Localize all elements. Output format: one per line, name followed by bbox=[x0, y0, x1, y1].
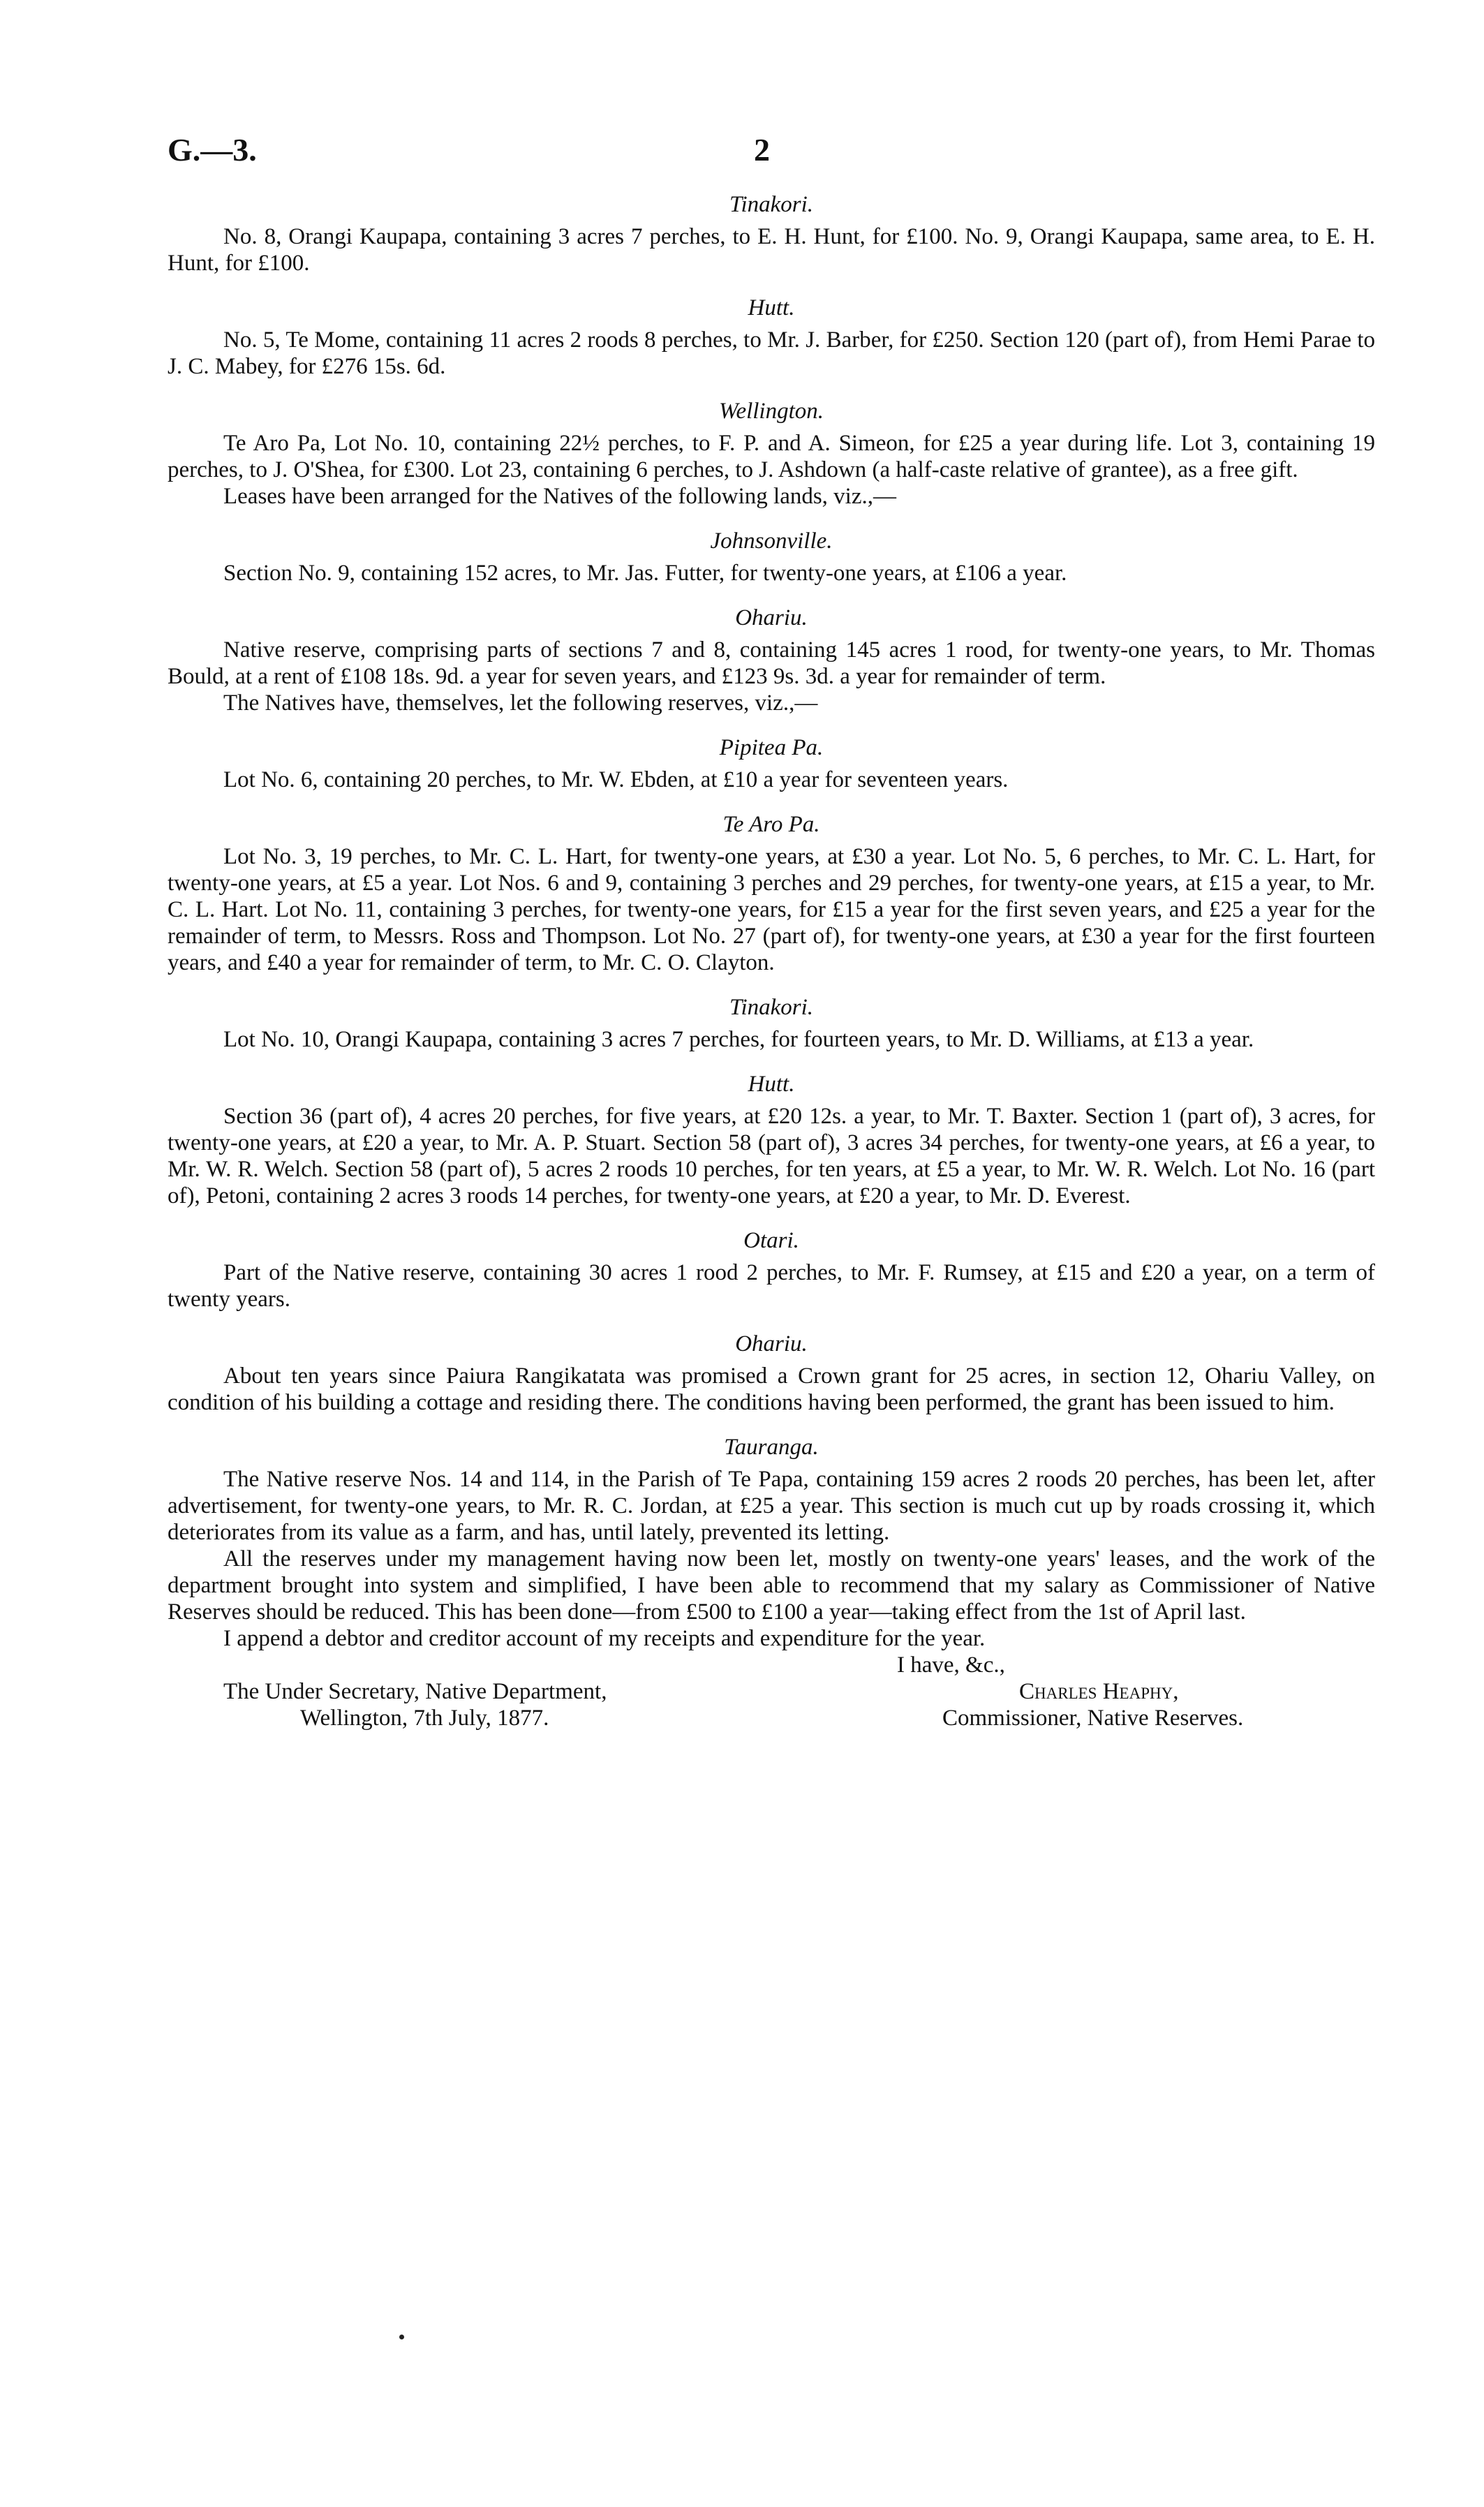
section-wellington bbox=[168, 397, 1375, 510]
paragraph: Lot No. 3, 19 perches, to Mr. C. L. Hart, for twenty-one years, at £30 a year. Lot No. 5, 6 perches, to Mr. C. L. Hart, for twenty-one years, at £5 a year. Lot Nos. 6 and 9, containing 3 perches and 29 perches, for twenty-one years, at £15 a year, to Mr. C. L. Hart. Lot No. 11, containing 3 perches, for twenty-one years, for £15 a year for the first seven years, and £25 a year for the remainder of term, to Messrs. Ross and Thompson. Lot No. 27 (part of), for twenty-one years, at £30 a year for the first fourteen years, and £40 a year for remainder of term, to Mr. C. O. Clayton. bbox=[168, 844, 1375, 975]
addressee-place-date: Wellington, 7th July, 1877. bbox=[300, 1706, 549, 1731]
page-number: 2 bbox=[754, 132, 770, 168]
section-heading: Tauranga. bbox=[724, 1435, 819, 1460]
section-otari bbox=[168, 1226, 1375, 1312]
ink-speck bbox=[399, 2335, 404, 2339]
paragraph: All the reserves under my management having now been let, mostly on twenty-one years' leases, and the work of the department brought into system and simplified, I have been able to recommend that my salary as Commissioner of Native Reserves should be reduced. This has been done—from £500 to £100 a year—taking effect from the 1st of April last. bbox=[168, 1546, 1375, 1625]
section-te-aro-pa bbox=[168, 810, 1375, 976]
paragraph: About ten years since Paiura Rangikatata was promised a Crown grant for 25 acres, in section 12, Ohariu Valley, on condition of his building a cottage and residing there. The conditions having been performed, the grant has been issued to him. bbox=[168, 1363, 1375, 1415]
section-tinakori-sales bbox=[168, 190, 1375, 276]
document-reference: G.—3. bbox=[168, 132, 257, 168]
salutation: I have, &c., bbox=[897, 1652, 1005, 1678]
section-heading: Hutt. bbox=[748, 1072, 795, 1097]
section-johnsonville bbox=[168, 526, 1375, 586]
document-body bbox=[168, 190, 1375, 1818]
paragraph: The Natives have, themselves, let the following reserves, viz.,— bbox=[223, 690, 818, 716]
paragraph: I append a debtor and creditor account of my receipts and expenditure for the year. bbox=[223, 1626, 986, 1651]
signoff-block bbox=[168, 1652, 1375, 1818]
paragraph: Section 36 (part of), 4 acres 20 perches, for five years, at £20 12s. a year, to Mr. T. Baxter. Section 1 (part of), 3 acres, for twenty-one years, at £20 a year, to Mr. A. P. Stuart. Section 58 (part of), 3 acres 34 perches, for twenty-one years, at £6 a year, to Mr. W. R. Welch. Section 58 (part of), 5 acres 2 roods 10 perches, for ten years, at £5 a year, to Mr. W. R. Welch. Lot No. 16 (part of), Petoni, containing 2 acres 3 roods 14 perches, for twenty-one years, at £20 a year, to Mr. D. Everest. bbox=[168, 1104, 1375, 1208]
paragraph: No. 5, Te Mome, containing 11 acres 2 roods 8 perches, to Mr. J. Barber, for £250. Section 120 (part of), from Hemi Parae to J. C. Mabey, for £276 15s. 6d. bbox=[168, 327, 1375, 379]
paragraph: Lot No. 6, containing 20 perches, to Mr. W. Ebden, at £10 a year for seventeen years. bbox=[223, 767, 1009, 792]
paragraph: Lot No. 10, Orangi Kaupapa, containing 3 acres 7 perches, for fourteen years, to Mr. D. Williams, at £13 a year. bbox=[223, 1027, 1254, 1052]
paragraph: No. 8, Orangi Kaupapa, containing 3 acres 7 perches, to E. H. Hunt, for £100. No. 9, Orangi Kaupapa, same area, to E. H. Hunt, for £100. bbox=[168, 224, 1375, 276]
section-heading: Pipitea Pa. bbox=[719, 735, 824, 760]
paragraph: Leases have been arranged for the Natives of the following lands, viz.,— bbox=[223, 484, 896, 509]
paragraph: Part of the Native reserve, containing 30 acres 1 rood 2 perches, to Mr. F. Rumsey, at £15 and £20 a year, on a term of twenty years. bbox=[168, 1260, 1375, 1312]
section-heading: Hutt. bbox=[748, 295, 795, 320]
section-hutt-sales bbox=[168, 293, 1375, 380]
signature-name: Charles Heaphy, bbox=[1019, 1679, 1179, 1704]
section-heading: Te Aro Pa. bbox=[722, 812, 820, 837]
section-hutt-lease bbox=[168, 1070, 1375, 1209]
section-heading: Johnsonville. bbox=[710, 528, 833, 554]
section-heading: Wellington. bbox=[718, 399, 824, 424]
paragraph: Section No. 9, containing 152 acres, to Mr. Jas. Futter, for twenty-one years, at £106 a year. bbox=[223, 561, 1067, 586]
section-heading: Tinakori. bbox=[729, 192, 814, 217]
signature-title: Commissioner, Native Reserves. bbox=[942, 1706, 1244, 1731]
section-pipitea-pa bbox=[168, 733, 1375, 793]
section-ohariu-lease bbox=[168, 603, 1375, 716]
section-heading: Ohariu. bbox=[735, 1331, 808, 1356]
paragraph: Te Aro Pa, Lot No. 10, containing 22½ perches, to F. P. and A. Simeon, for £25 a year during life. Lot 3, containing 19 perches, to J. O'Shea, for £300. Lot 23, containing 6 perches, to J. Ashdown (a half-caste relative of grantee), as a free gift. bbox=[168, 431, 1375, 482]
section-tinakori-lease bbox=[168, 993, 1375, 1053]
section-heading: Tinakori. bbox=[729, 995, 814, 1020]
paragraph: The Native reserve Nos. 14 and 114, in the Parish of Te Papa, containing 159 acres 2 roods 20 perches, has been let, after advertisement, for twenty-one years, to Mr. R. C. Jordan, at £25 a year. This section is much cut up by roads crossing it, which deteriorates from its value as a farm, and has, until lately, prevented its letting. bbox=[168, 1467, 1375, 1545]
section-heading: Otari. bbox=[743, 1228, 799, 1253]
section-tauranga bbox=[168, 1433, 1375, 1652]
section-heading: Ohariu. bbox=[735, 605, 808, 630]
addressee-line: The Under Secretary, Native Department, bbox=[223, 1679, 607, 1704]
section-ohariu-grant bbox=[168, 1329, 1375, 1416]
paragraph: Native reserve, comprising parts of sections 7 and 8, containing 145 acres 1 rood, for twenty-one years, to Mr. Thomas Bould, at a rent of £108 18s. 9d. a year for seven years, and £123 9s. 3d. a year for remainder of term. bbox=[168, 637, 1375, 689]
